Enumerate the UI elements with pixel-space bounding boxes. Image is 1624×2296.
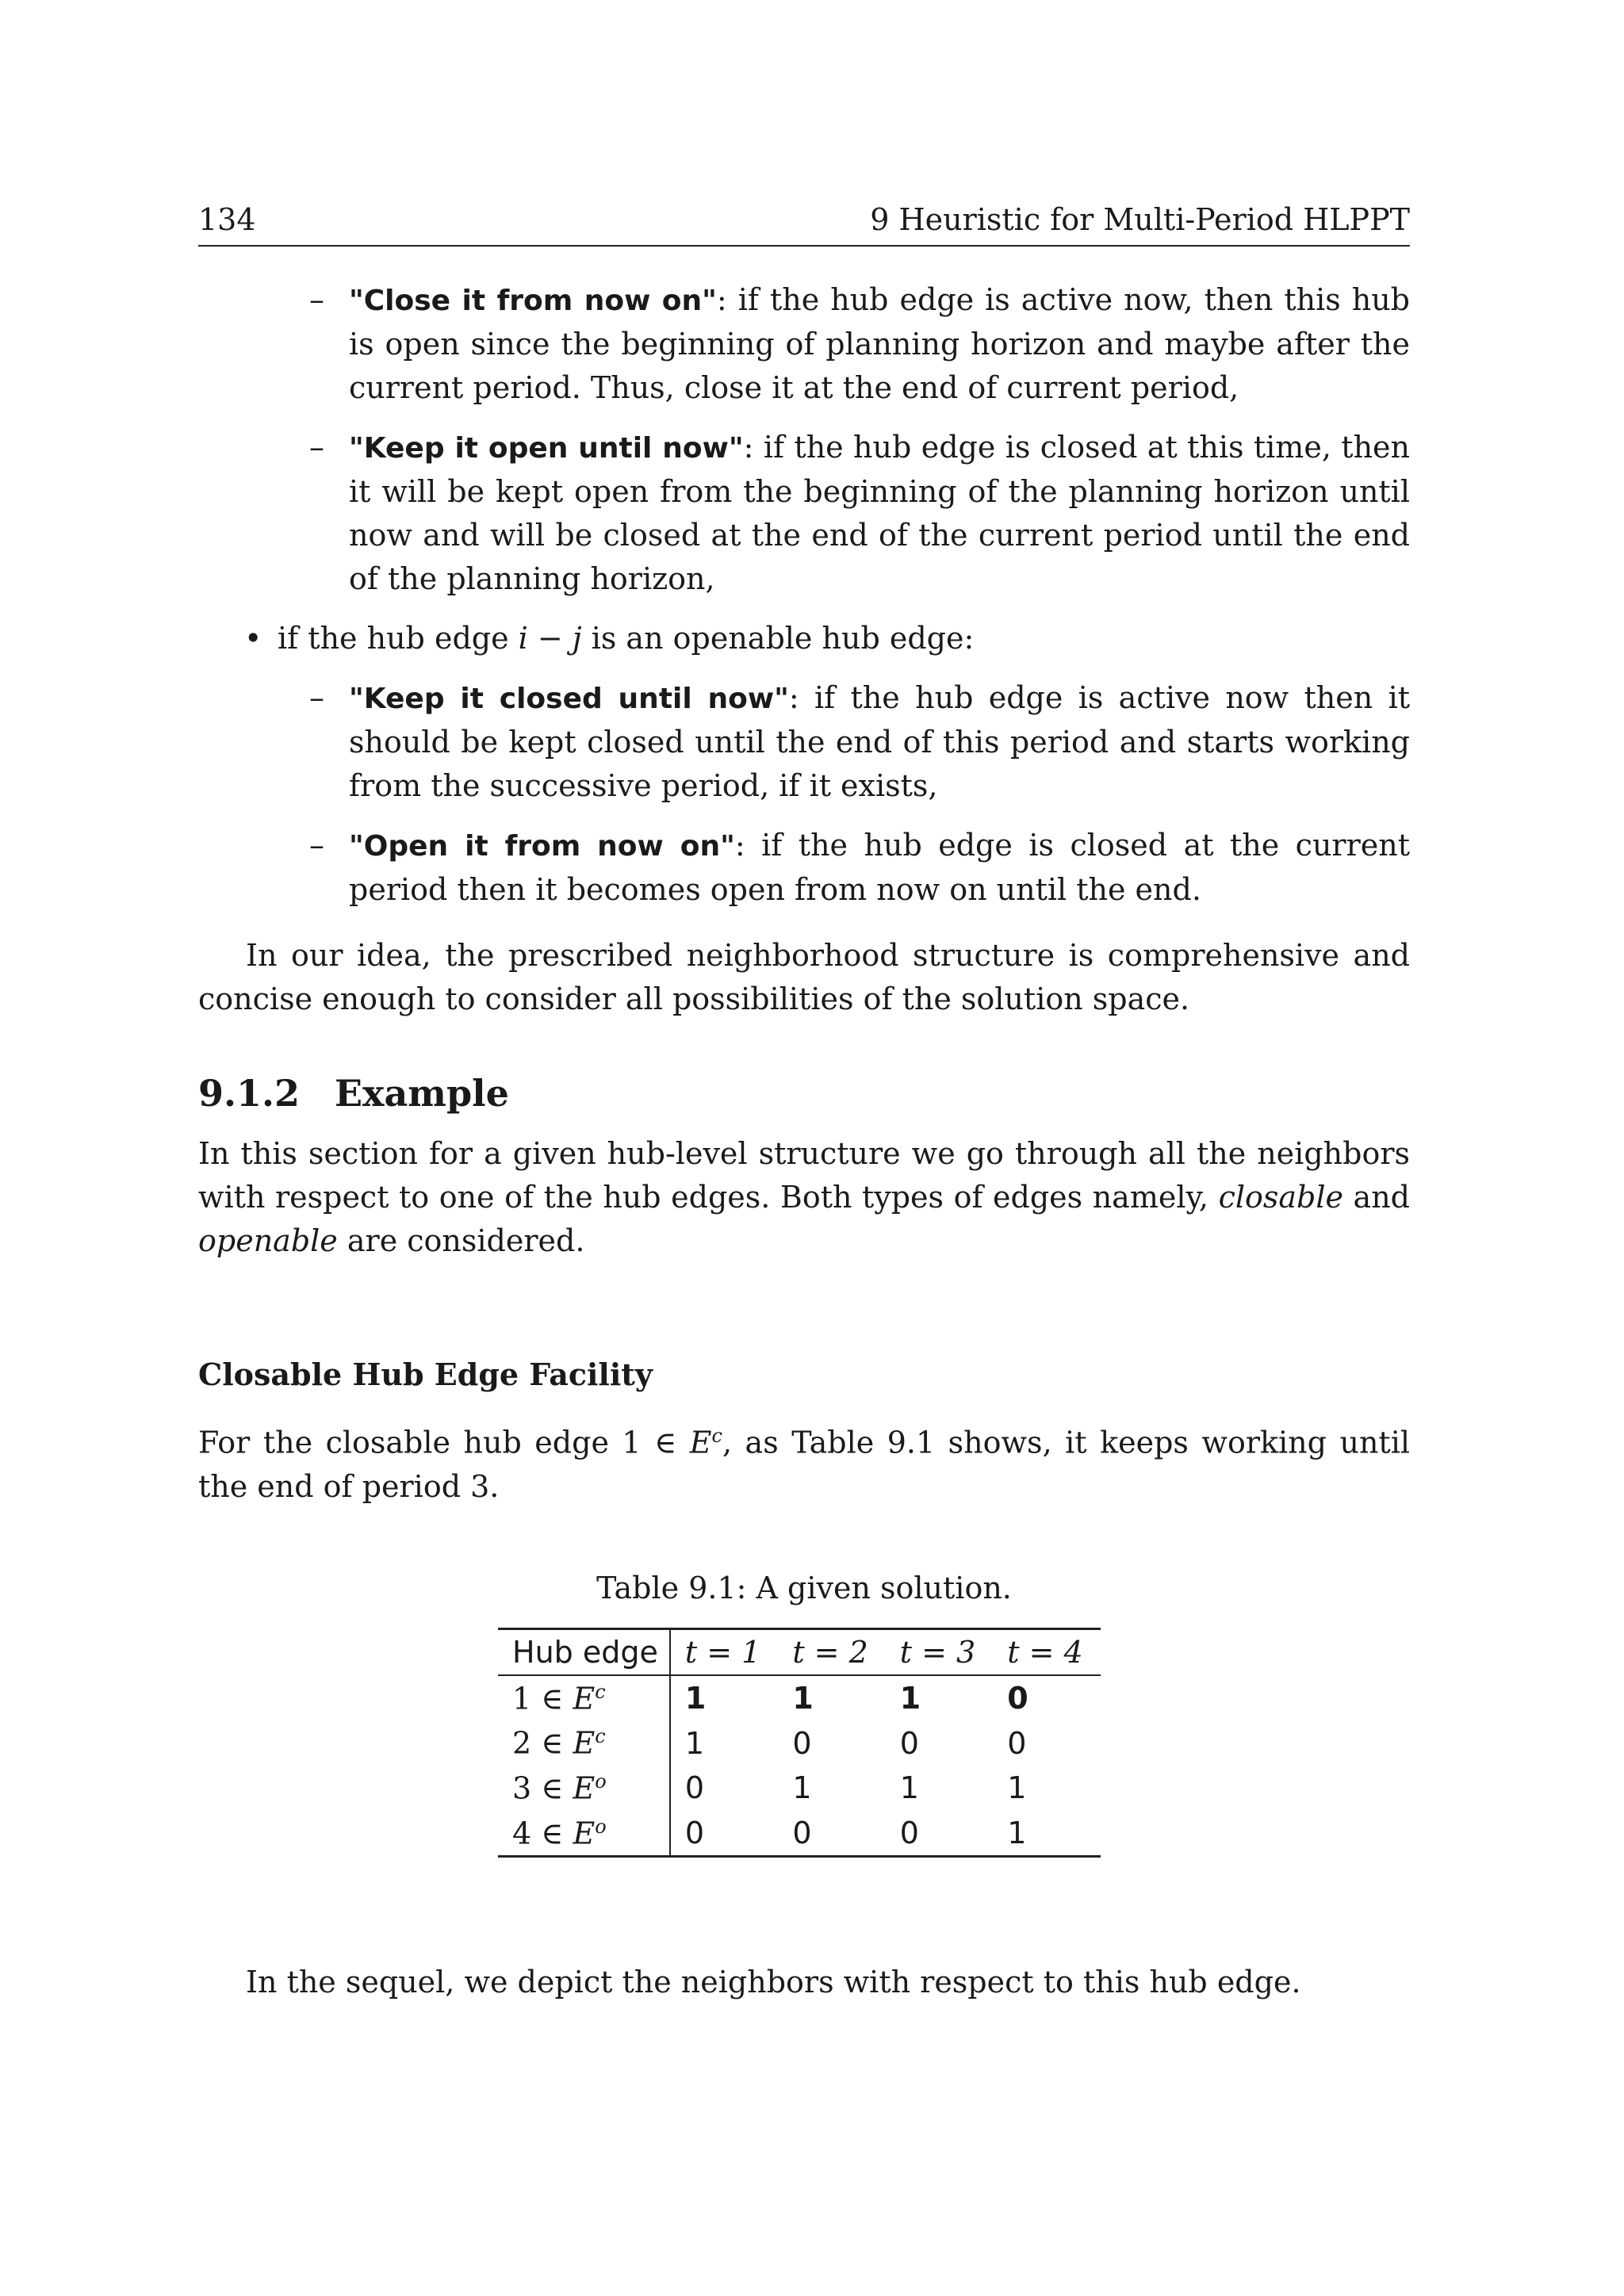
dash-marker: – [309, 828, 324, 863]
table-header-row [498, 1628, 1101, 1675]
list-item [309, 676, 1410, 808]
table-row [498, 1675, 1101, 1721]
table-row [498, 1720, 1101, 1766]
table-cell: 1 [684, 1725, 705, 1761]
subsection-heading: Closable Hub Edge Facility [198, 1357, 653, 1392]
table-cell: 0 [1007, 1725, 1027, 1761]
emphasis-openable: openable [198, 1223, 338, 1258]
option-text: : if the hub edge is active now, then this hub is open since the beginning of planning horizon and maybe after the current period. Thus, close it at the end of current period, [349, 282, 1411, 405]
table-cell: 1 [899, 1770, 919, 1806]
math-expression: i − j [518, 621, 582, 656]
text: and [1343, 1180, 1410, 1215]
table-cell: 1 [1007, 1815, 1027, 1850]
paragraph-sequel: In the sequel, we depict the neighbors with respect to this hub edge. [246, 1965, 1301, 2000]
table-cell: 1 [1007, 1770, 1027, 1806]
table-row [498, 1766, 1101, 1811]
row-label [498, 1720, 670, 1766]
page [198, 202, 1410, 2004]
dash-marker: – [309, 282, 324, 317]
page-number: 134 [198, 202, 256, 237]
paragraph-closable [198, 1414, 1410, 1509]
text: In this section for a given hub-level structure we go through all the neighbors with respect to one of the hub edges. Both types of edges namely, [198, 1136, 1410, 1215]
table-cell: 1 [792, 1680, 814, 1716]
row-label [498, 1811, 670, 1857]
column-header: t = 3 [886, 1628, 993, 1675]
running-header [198, 202, 1410, 247]
section-heading [198, 1072, 1410, 1115]
row-label [498, 1766, 670, 1811]
table-caption: Table 9.1: A given solution. [596, 1570, 1012, 1605]
option-label: "Close it from now on" [349, 285, 717, 317]
math-superscript: o [595, 1770, 607, 1793]
chapter-title: 9 Heuristic for Multi-Period HLPPT [870, 202, 1410, 237]
math-superscript: c [595, 1680, 606, 1703]
text: are considered. [337, 1223, 585, 1258]
label-text: 3 ∈ [512, 1770, 573, 1806]
text: , as Table 9.1 shows, it keeps working until the end of period 3. [198, 1425, 1410, 1504]
dash-marker: – [309, 430, 324, 465]
solution-table [498, 1628, 1101, 1858]
math-symbol: E [573, 1816, 596, 1851]
math-superscript: o [595, 1815, 607, 1838]
openable-bullet [244, 617, 1410, 660]
bullet-marker: • [244, 621, 262, 656]
option-label: "Keep it closed until now" [349, 683, 789, 715]
table-row [498, 1811, 1101, 1857]
math-symbol: E [573, 1681, 596, 1716]
paragraph-idea: In our idea, the prescribed neighborhood structure is comprehensive and concise enough to consider all possibilities of the solution space. [198, 938, 1410, 1016]
option-text: : if the hub edge is closed at this time, then it will be kept open from the beginning of the planning horizon until now and will be closed at the end of the current period until the end of the planning horizon, [349, 430, 1411, 596]
table-cell: 0 [792, 1815, 812, 1850]
table-cell: 0 [684, 1815, 705, 1850]
dash-marker: – [309, 680, 324, 715]
bullet-text-post: is an openable hub edge: [581, 621, 975, 656]
text: For the closable hub edge 1 ∈ [198, 1425, 690, 1460]
table-cell: 0 [899, 1725, 919, 1761]
column-header-hub-edge: Hub edge [498, 1628, 670, 1675]
table-cell: 1 [684, 1680, 707, 1716]
table-cell: 0 [684, 1770, 705, 1806]
row-label [498, 1675, 670, 1721]
label-text: 1 ∈ [512, 1681, 573, 1716]
label-text: 2 ∈ [512, 1725, 573, 1761]
math-symbol: E [573, 1770, 596, 1806]
math-symbol: E [573, 1725, 596, 1761]
math-superscript: c [595, 1725, 606, 1748]
table-cell: 1 [899, 1680, 921, 1716]
option-label: "Keep it open until now" [349, 432, 744, 465]
table-cell: 0 [1007, 1680, 1028, 1716]
table-cell: 0 [792, 1725, 812, 1761]
list-item [309, 278, 1410, 410]
column-header: t = 1 [670, 1628, 778, 1675]
table-cell: 0 [899, 1815, 919, 1850]
closable-options-list [309, 278, 1410, 601]
option-text: : if the hub edge is closed at the current period then it becomes open from now on until the end. [349, 828, 1410, 907]
math-superscript: c [711, 1425, 722, 1447]
column-header: t = 2 [778, 1628, 885, 1675]
label-text: 4 ∈ [512, 1816, 573, 1851]
paragraph-example [198, 1132, 1410, 1263]
option-text: : if the hub edge is active now then it should be kept closed until the end of this period and starts working from the successive period, if it exists, [349, 680, 1411, 803]
emphasis-closable: closable [1218, 1180, 1343, 1215]
option-label: "Open it from now on" [349, 830, 735, 863]
section-number: 9.1.2 [198, 1072, 301, 1115]
bullet-text-pre: if the hub edge [278, 621, 519, 656]
math-symbol: E [689, 1425, 712, 1460]
column-header: t = 4 [993, 1628, 1100, 1675]
section-title: Example [335, 1072, 509, 1115]
list-item [309, 824, 1410, 912]
list-item [309, 426, 1410, 601]
table-cell: 1 [792, 1770, 812, 1806]
openable-options-list [309, 676, 1410, 912]
